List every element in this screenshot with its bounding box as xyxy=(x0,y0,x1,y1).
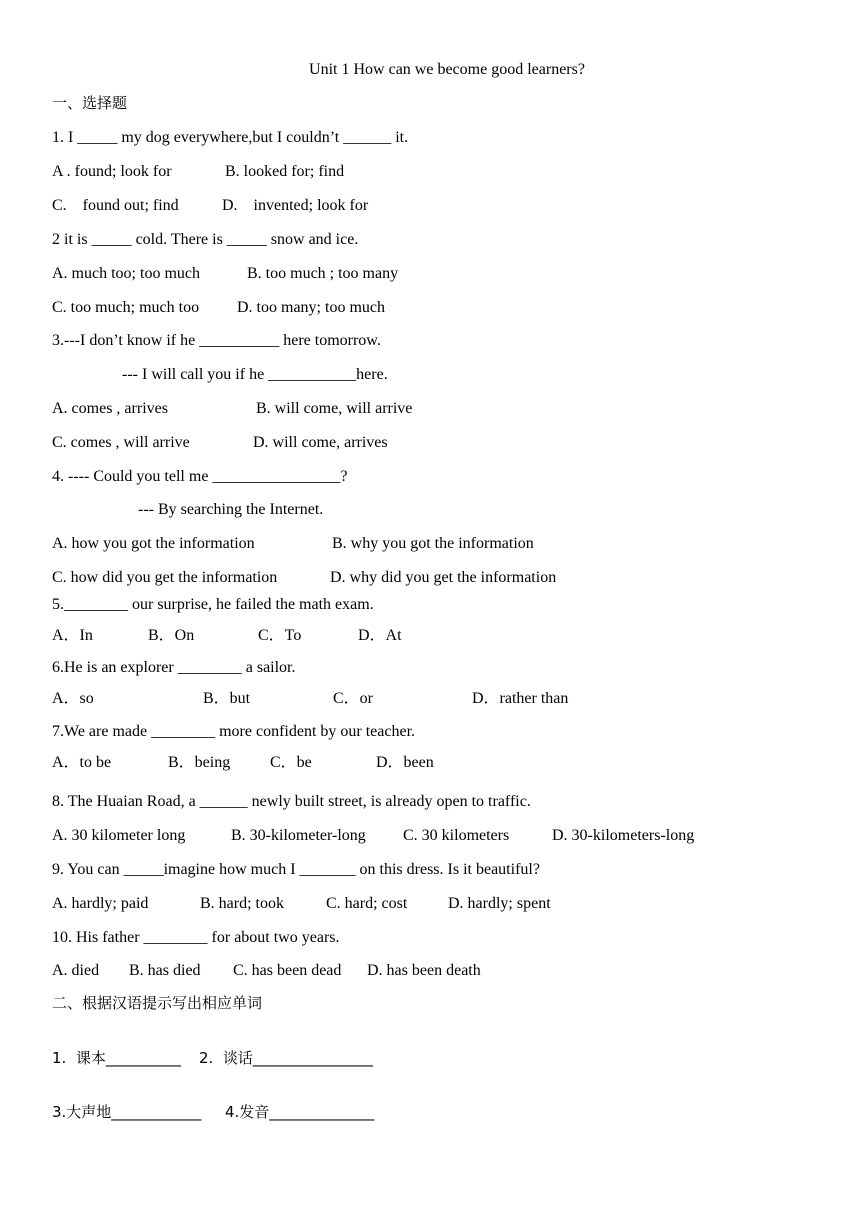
question-4-stem-reply: --- By searching the Internet. xyxy=(138,501,324,518)
question-2-option-a: A. much too; too much xyxy=(52,265,200,282)
question-3-stem-reply: --- I will call you if he ___________here. xyxy=(122,366,388,383)
question-10-stem: 10. His father ________ for about two years. xyxy=(52,929,340,946)
question-4-option-b: B. why you got the information xyxy=(332,535,534,552)
question-9-option-b: B. hard; took xyxy=(200,895,284,912)
question-2-option-b: B. too much ; too many xyxy=(247,265,399,282)
question-4-option-a: A. how you got the information xyxy=(52,535,255,552)
question-4-option-d: D. why did you get the information xyxy=(330,569,557,586)
question-7-stem: 7.We are made ________ more confident by our teacher. xyxy=(52,723,416,740)
question-2-stem: 2 it is _____ cold. There is _____ snow and ice. xyxy=(52,231,359,248)
question-1-stem: 1. I _____ my dog everywhere,but I couldn’t ______ it. xyxy=(52,129,409,146)
question-7-option-b: B．being xyxy=(168,754,231,771)
question-5-option-c: C．To xyxy=(258,627,302,644)
question-4-option-c: C. how did you get the information xyxy=(52,569,278,586)
question-7-option-d: D．been xyxy=(376,754,434,771)
question-1-option-d: D. invented; look for xyxy=(222,197,369,214)
page-title: Unit 1 How can we become good learners? xyxy=(309,61,585,78)
question-6-option-b: B．but xyxy=(203,690,251,707)
question-10-option-a: A. died xyxy=(52,962,100,979)
question-9-option-c: C. hard; cost xyxy=(326,895,408,912)
question-1-option-b: B. looked for; find xyxy=(225,163,345,180)
vocab-item-2: 2. 谈话________________ xyxy=(199,1049,373,1067)
section-heading-choice: 一、选择题 xyxy=(52,94,128,112)
question-10-option-d: D. has been death xyxy=(367,962,481,979)
question-8-option-c: C. 30 kilometers xyxy=(403,827,510,844)
question-5-option-b: B．On xyxy=(148,627,195,644)
question-5-option-d: D．At xyxy=(358,627,402,644)
question-7-option-a: A．to be xyxy=(52,754,112,771)
question-6-option-c: C．or xyxy=(333,690,374,707)
question-4-stem: 4. ---- Could you tell me ________________? xyxy=(52,468,348,485)
vocab-item-1: 1. 课本__________ xyxy=(52,1049,181,1067)
question-2-option-c: C. too much; much too xyxy=(52,299,200,316)
question-1-option-c: C. found out; find xyxy=(52,197,179,214)
question-9-stem: 9. You can _____imagine how much I _______ on this dress. Is it beautiful? xyxy=(52,861,540,878)
question-6-option-a: A．so xyxy=(52,690,94,707)
section-heading-vocabulary: 二、根据汉语提示写出相应单词 xyxy=(52,994,263,1012)
question-3-option-d: D. will come, arrives xyxy=(253,434,388,451)
question-8-option-d: D. 30-kilometers-long xyxy=(552,827,695,844)
question-8-stem: 8. The Huaian Road, a ______ newly built street, is already open to traffic. xyxy=(52,793,531,810)
question-9-option-d: D. hardly; spent xyxy=(448,895,551,912)
question-3-option-c: C. comes , will arrive xyxy=(52,434,190,451)
question-1-option-a: A . found; look for xyxy=(52,163,172,180)
question-10-option-b: B. has died xyxy=(129,962,201,979)
vocab-item-4: 4.发音______________ xyxy=(225,1103,375,1121)
question-9-option-a: A. hardly; paid xyxy=(52,895,149,912)
question-10-option-c: C. has been dead xyxy=(233,962,342,979)
question-8-option-a: A. 30 kilometer long xyxy=(52,827,186,844)
question-3-option-b: B. will come, will arrive xyxy=(256,400,413,417)
question-3-option-a: A. comes , arrives xyxy=(52,400,168,417)
question-7-option-c: C．be xyxy=(270,754,312,771)
question-8-option-b: B. 30-kilometer-long xyxy=(231,827,366,844)
vocab-item-3: 3.大声地____________ xyxy=(52,1103,202,1121)
question-5-stem: 5.________ our surprise, he failed the math exam. xyxy=(52,596,374,613)
question-2-option-d: D. too many; too much xyxy=(237,299,385,316)
question-6-option-d: D．rather than xyxy=(472,690,569,707)
question-6-stem: 6.He is an explorer ________ a sailor. xyxy=(52,659,296,676)
question-3-stem: 3.---I don’t know if he __________ here tomorrow. xyxy=(52,332,381,349)
question-5-option-a: A．In xyxy=(52,627,93,644)
